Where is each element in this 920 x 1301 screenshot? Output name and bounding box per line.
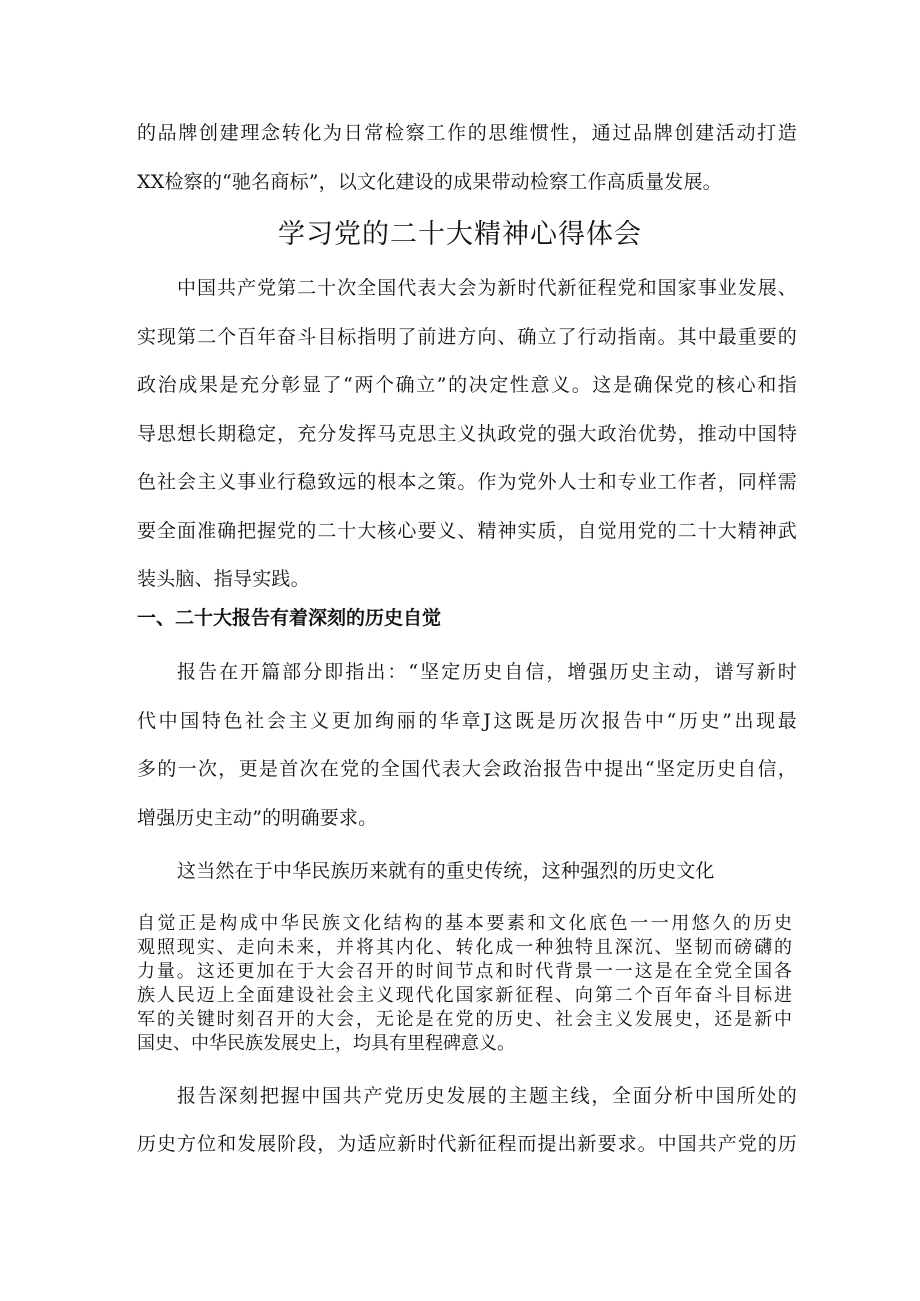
para2-line-2: 代中国特色社会主义更加绚丽的华章J这既是历次报告中“历史”出现最 [137, 710, 797, 732]
para1-line-7: 装头脑、指导实践。 [137, 568, 310, 590]
intro-line-2: XX检察的“驰名商标”，以文化建设的成果带动检察工作高质量发展。 [137, 171, 722, 193]
intro-line-1: 的品牌创建理念转化为日常检察工作的思维惯性，通过品牌创建活动打造 [137, 122, 797, 144]
para2-line-1: 报告在开篇部分即指出：“坚定历史自信，增强历史主动，谱写新时 [177, 661, 797, 683]
para1-line-5: 色社会主义事业行稳致远的根本之策。作为党外人士和专业工作者，同样需 [137, 471, 797, 493]
section-heading-1: 一、二十大报告有着深刻的历史自觉 [137, 607, 442, 629]
para3-dense-line-4: 族人民迈上全面建设社会主义现代化国家新征程、向第二个百年奋斗目标进 [137, 985, 792, 1006]
para1-line-1: 中国共产党第二十次全国代表大会为新时代新征程党和国家事业发展、 [177, 277, 797, 299]
para3-dense-line-6: 国史、中华民族发展史上，均具有里程碑意义。 [137, 1033, 515, 1054]
para1-line-6: 要全面准确把握党的二十大核心要义、精神实质，自觉用党的二十大精神武 [137, 520, 797, 542]
para3-line-1: 这当然在于中华民族历来就有的重史传统，这种强烈的历史文化 [177, 860, 715, 882]
para2-line-4: 增强历史主动”的明确要求。 [137, 807, 378, 829]
para1-line-3: 政治成果是充分彰显了“两个确立”的决定性意义。这是确保党的核心和指 [137, 374, 797, 396]
para4-line-2: 历史方位和发展阶段，为适应新时代新征程而提出新要求。中国共产党的历 [137, 1133, 797, 1155]
para1-line-2: 实现第二个百年奋斗目标指明了前进方向、确立了行动指南。其中最重要的 [137, 326, 797, 348]
para3-dense-line-1: 自觉正是构成中华民族文化结构的基本要素和文化底色一一用悠久的历史 [137, 913, 792, 934]
para1-line-4: 导思想长期稳定，充分发挥马克思主义执政党的强大政治优势，推动中国特 [137, 423, 797, 445]
para2-line-3: 多的一次，更是首次在党的全国代表大会政治报告中提出“坚定历史自信， [137, 758, 797, 780]
para3-dense-line-5: 军的关键时刻召开的大会，无论是在党的历史、社会主义发展史，还是新中 [137, 1009, 792, 1030]
para3-dense-line-2: 观照现实、走向未来，并将其内化、转化成一种独特且深沉、坚韧而磅礴的 [137, 937, 792, 958]
para3-dense-line-3: 力量。这还更加在于大会召开的时间节点和时代背景一一这是在全党全国各 [137, 961, 792, 982]
para4-line-1: 报告深刻把握中国共产党历史发展的主题主线，全面分析中国所处的 [177, 1085, 797, 1107]
document-title: 学习党的二十大精神心得体会 [278, 219, 642, 250]
